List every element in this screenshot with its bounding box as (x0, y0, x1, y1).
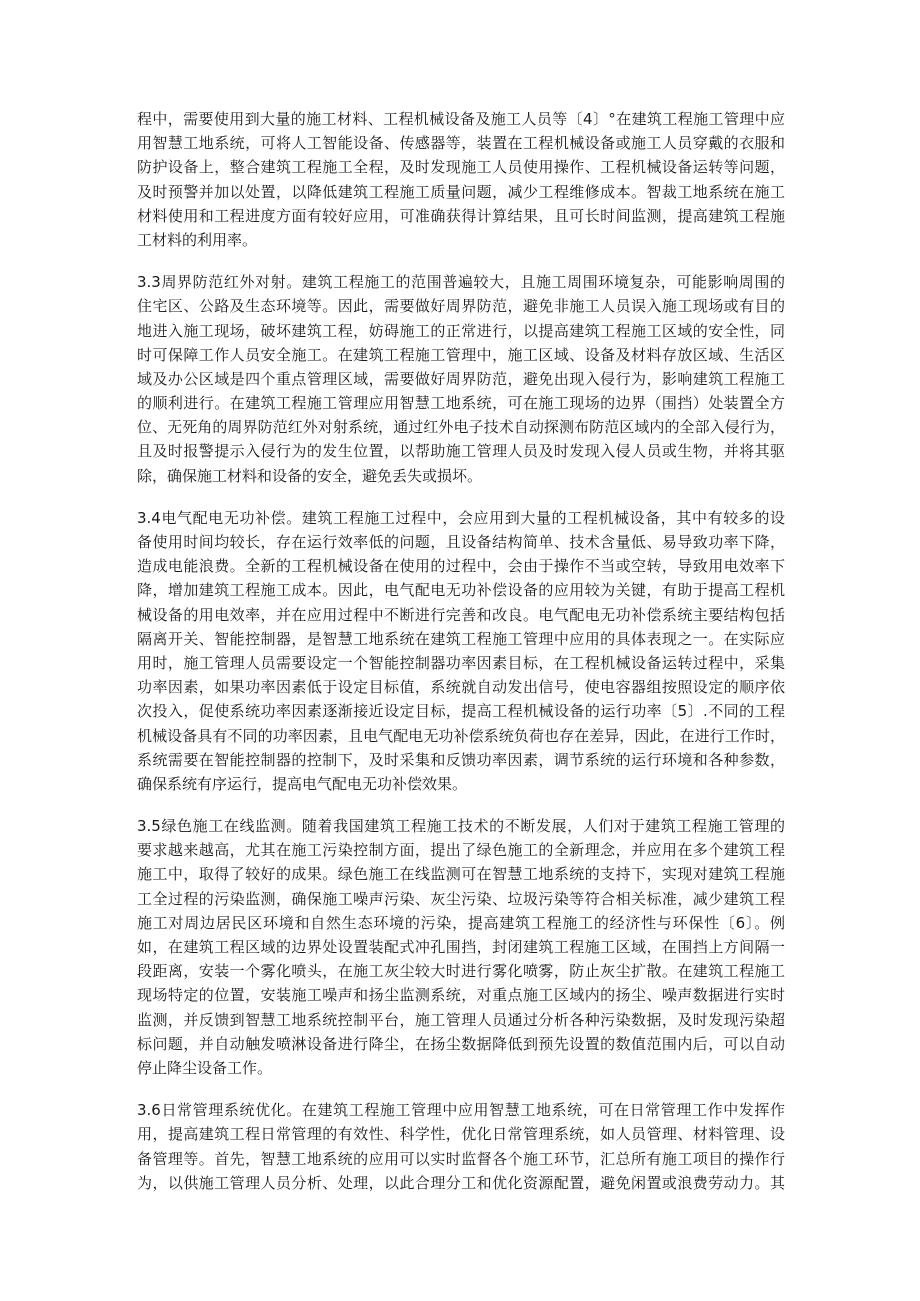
text-line: 为，以供施工管理人员分析、处理，以此合理分工和优化资源配置，避免闲置或浪费劳动力。其 (137, 1173, 785, 1192)
text-line: 次投入，促使系统功率因素逐渐接近设定目标，提高工程机械设备的运行功率〔5〕.不同的工程 (137, 702, 785, 721)
text-line: 段距离，安装一个雾化喷头，在施工灰尘较大时进行雾化喷雾，防止灰尘扩散。在建筑工程施工 (137, 962, 785, 981)
text-line: 及时预警并加以处置，以降低建筑工程施工质量问题，减少工程维修成本。智裁工地系统在施工 (137, 182, 785, 201)
text-line: 隔离开关、智能控制器，是智慧工地系统在建筑工程施工管理中应用的具体表现之一。在实际应 (137, 629, 785, 648)
text-line: 用时，施工管理人员需要设定一个智能控制器功率因素目标，在工程机械设备运转过程中，采集 (137, 653, 785, 672)
text-line: 3.3周界防范红外对射。建筑工程施工的范围普遍较大，且施工周围环境复杂，可能影响周围的 (137, 273, 785, 292)
text-line: 程中，需要使用到大量的施工材料、工程机械设备及施工人员等〔4〕°在建筑工程施工管理中应 (137, 110, 785, 128)
text-line: 且及时报警提示入侵行为的发生位置，以帮助施工管理人员及时发现入侵人员或生物，并将其驱 (137, 442, 785, 461)
text-line: 时可保障工作人员安全施工。在建筑工程施工管理中，施工区域、设备及材料存放区域、生活区 (137, 345, 785, 364)
text-line: 住宅区、公路及生态环境等。因此，需要做好周界防范，避免非施工人员误入施工现场或有目的 (137, 297, 785, 316)
text-line: 施工中，取得了较好的成果。绿色施工在线监测可在智慧工地系统的支持下，实现对建筑工程施 (137, 865, 785, 884)
text-line: 的顺利进行。在建筑工程施工管理应用智慧工地系统，可在施工现场的边界（围挡）处装置全方 (137, 394, 785, 413)
text-line: 域及办公区域是四个重点管理区域，需要做好周界防范，避免出现入侵行为，影响建筑工程施工 (137, 369, 785, 388)
text-line: 位、无死角的周界防范红外对射系统，通过红外电子技术自动探测布防范区域内的全部入侵行为， (137, 418, 785, 437)
text-line: 用智慧工地系统，可将人工智能设备、传感器等，装置在工程机械设备或施工人员穿戴的衣服和 (137, 134, 785, 153)
text-line: 3.5绿色施工在线监测。随着我国建筑工程施工技术的不断发展，人们对于建筑工程施工管理的 (137, 817, 785, 836)
text-line: 备管理等。首先，智慧工地系统的应用可以实时监督各个施工环节，汇总所有施工项目的操作行 (137, 1149, 785, 1168)
text-line: 材料使用和工程进度方面有较好应用，可准确获得计算结果，且可长时间监测，提高建筑工程施 (137, 206, 785, 225)
text-line: 3.4电气配电无功补偿。建筑工程施工过程中，会应用到大量的工程机械设备，其中有较多的设 (137, 508, 785, 527)
text-line: 现场特定的位置，安装施工噪声和扬尘监测系统，对重点施工区域内的扬尘、噪声数据进行实时 (137, 986, 785, 1005)
paragraph-s3-3 (137, 270, 785, 488)
text-line: 地进入施工现场，破坏建筑工程，妨碍施工的正常进行，以提高建筑工程施工区域的安全性，同 (137, 321, 785, 340)
text-line: 确保系统有序运行，提高电气配电无功补偿效果。 (137, 774, 468, 793)
text-line: 停止降尘设备工作。 (137, 1058, 273, 1077)
text-line: 械设备的用电效率，并在应用过程中不断进行完善和改良。电气配电无功补偿系统主要结构包括 (137, 605, 785, 624)
text-line: 备使用时间均较长，存在运行效率低的问题，且设备结构简单、技术含量低、易导致功率下降， (137, 533, 785, 551)
paragraph-s3-4 (137, 506, 785, 796)
paragraph-s3-5 (137, 814, 785, 1080)
text-line: 3.6日常管理系统优化。在建筑工程施工管理中应用智慧工地系统，可在日常管理工作中发挥作 (137, 1101, 785, 1120)
text-line: 系统需要在智能控制器的控制下，及时采集和反馈功率因素，调节系统的运行环境和各种参数， (137, 750, 785, 769)
document-page (137, 107, 785, 1213)
paragraph-s3-6 (137, 1098, 785, 1195)
text-line: 机械设备具有不同的功率因素，且电气配电无功补偿系统负荷也存在差异，因此，在进行工作时， (137, 726, 785, 745)
text-line: 工材料的利用率。 (137, 230, 258, 249)
text-line: 监测，并反馈到智慧工地系统控制平台，施工管理人员通过分析各种污染数据，及时发现污染超 (137, 1010, 785, 1029)
text-line: 降，增加建筑工程施工成本。因此，电气配电无功补偿设备的应用较为关键，有助于提高工程机 (137, 581, 785, 600)
text-line: 造成电能浪费。全新的工程机械设备在使用的过程中，会由于操作不当或空转，导致用电效率下 (137, 557, 785, 576)
paragraph-intro (137, 107, 785, 252)
text-line: 标问题，并自动触发喷淋设备进行降尘，在扬尘数据降低到预先设置的数值范围内后，可以自动 (137, 1034, 785, 1053)
text-line: 工全过程的污染监测，确保施工噪声污染、灰尘污染、垃圾污染等符合相关标准，减少建筑工程 (137, 889, 785, 908)
text-line: 用，提高建筑工程日常管理的有效性、科学性，优化日常管理系统，如人员管理、材料管理、设 (137, 1125, 785, 1144)
text-line: 防护设备上，整合建筑工程施工全程，及时发现施工人员使用操作、工程机械设备运转等问题， (137, 158, 785, 177)
text-line: 要求越来越高，尤其在施工污染控制方面，提出了绿色施工的全新理念，并应用在多个建筑工程 (137, 841, 785, 860)
text-line: 如，在建筑工程区域的边界处设置装配式冲孔围挡，封闭建筑工程施工区域，在围挡上方间隔一 (137, 938, 785, 956)
text-line: 功率因素，如果功率因素低于设定目标值，系统就自动发出信号，使电容器组按照设定的顺序依 (137, 678, 785, 697)
text-line: 除，确保施工材料和设备的安全，避免丢失或损坏。 (137, 466, 483, 485)
text-line: 施工对周边居民区环境和自然生态环境的污染，提高建筑工程施工的经济性与环保性〔6〕。例 (137, 913, 785, 932)
